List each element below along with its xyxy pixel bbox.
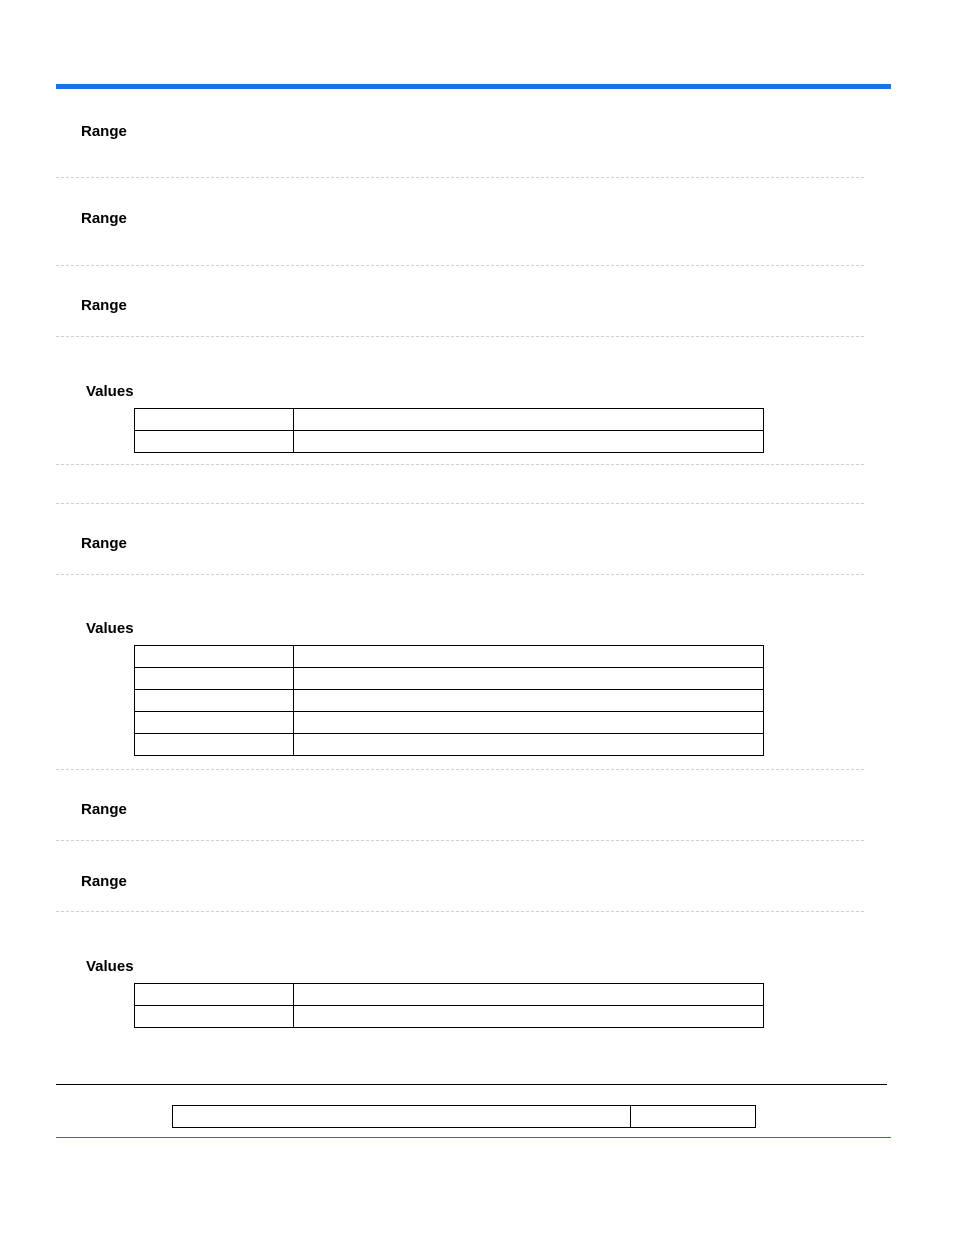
table-row xyxy=(135,712,764,734)
table-cell xyxy=(135,984,294,1006)
table-cell xyxy=(294,984,764,1006)
table-cell xyxy=(294,690,764,712)
range-label: Range xyxy=(81,535,127,552)
footer-table xyxy=(172,1105,756,1128)
values-table xyxy=(134,983,764,1028)
footer-right-cell xyxy=(631,1106,756,1128)
footer-bottom-rule xyxy=(56,1137,891,1138)
table-row xyxy=(135,409,764,431)
range-label: Range xyxy=(81,873,127,890)
footer-left-cell xyxy=(173,1106,631,1128)
section-divider xyxy=(56,265,864,266)
table-cell xyxy=(294,1006,764,1028)
table-row xyxy=(135,984,764,1006)
section-divider xyxy=(56,574,864,575)
range-label: Range xyxy=(81,123,127,140)
values-table xyxy=(134,645,764,756)
section-divider xyxy=(56,336,864,337)
table-cell xyxy=(294,668,764,690)
values-label: Values xyxy=(86,620,134,637)
range-label: Range xyxy=(81,210,127,227)
section-divider xyxy=(56,769,864,770)
section-divider xyxy=(56,177,864,178)
table-row xyxy=(135,646,764,668)
range-label: Range xyxy=(81,801,127,818)
table-row xyxy=(135,1006,764,1028)
values-table xyxy=(134,408,764,453)
table-row xyxy=(135,668,764,690)
table-cell xyxy=(135,690,294,712)
table-cell xyxy=(135,1006,294,1028)
table-cell xyxy=(135,668,294,690)
table-cell xyxy=(135,409,294,431)
table-cell xyxy=(135,712,294,734)
table-cell xyxy=(294,646,764,668)
footer-divider xyxy=(56,1084,887,1085)
table-row xyxy=(173,1106,756,1128)
table-cell xyxy=(135,734,294,756)
header-accent-bar xyxy=(56,84,891,89)
table-row xyxy=(135,690,764,712)
table-cell xyxy=(294,409,764,431)
table-row xyxy=(135,734,764,756)
table-cell xyxy=(294,734,764,756)
table-cell xyxy=(294,431,764,453)
table-row xyxy=(135,431,764,453)
table-cell xyxy=(135,646,294,668)
section-divider xyxy=(56,840,864,841)
range-label: Range xyxy=(81,297,127,314)
section-divider xyxy=(56,503,864,504)
section-divider xyxy=(56,464,864,465)
values-label: Values xyxy=(86,383,134,400)
values-label: Values xyxy=(86,958,134,975)
table-cell xyxy=(294,712,764,734)
table-cell xyxy=(135,431,294,453)
section-divider xyxy=(56,911,864,912)
